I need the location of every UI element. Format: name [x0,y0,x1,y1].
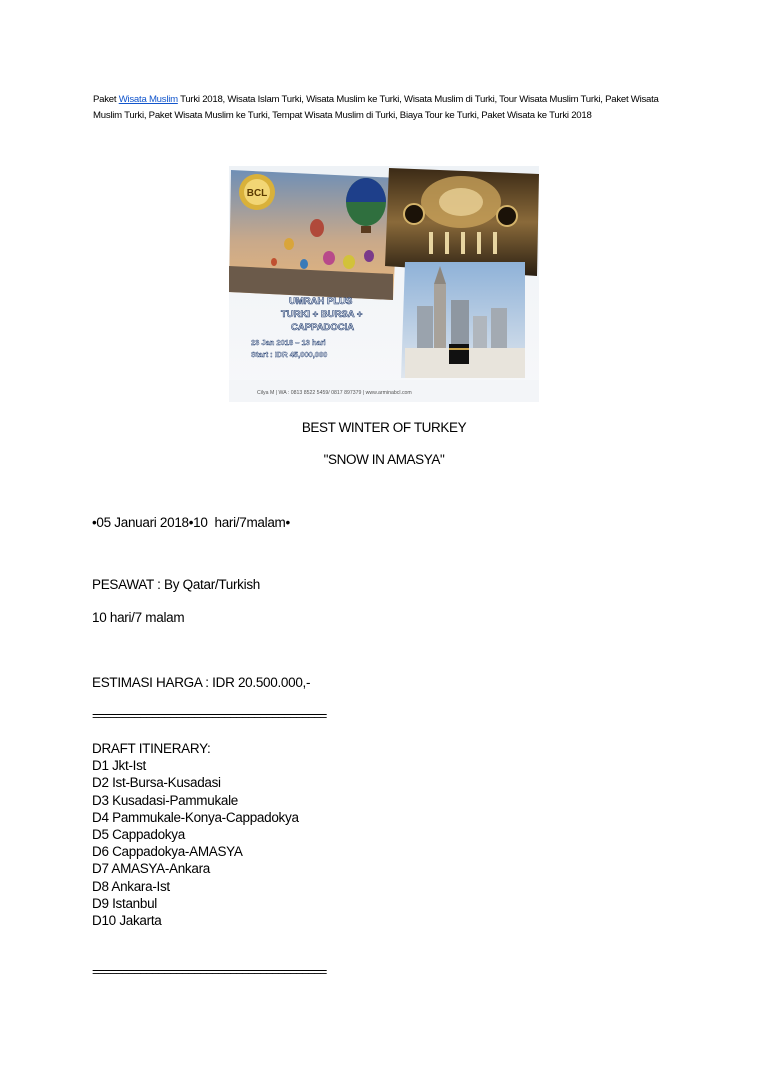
intro-rest: Turki 2018, Wisata Islam Turki, Wisata Muslim ke Turki, Wisata Muslim di Turki, Tour Wisata Muslim Turki, Paket Wisata Muslim Turki, Paket Wisata Muslim ke Turki, Tempat Wisata Muslim di Turki, Biaya Tour ke Turki, Paket Wisata ke Turki 2018 [93,94,659,121]
separator-bottom: ======================================= [92,964,326,979]
airline-info: PESAWAT : By Qatar/Turkish [92,577,260,592]
intro-prefix: Paket [93,94,119,105]
trip-duration: 10 hari/7 malam [92,610,185,625]
itinerary-day: D1 Jkt-Ist [92,758,147,774]
poster-price-line: Start : IDR 45,000,000 [251,350,328,359]
separator-top: ======================================= [92,708,326,723]
itinerary-day: D3 Kusadasi-Pammukale [92,792,239,808]
itinerary-day: D8 Ankara-Ist [92,878,170,894]
itinerary-day: D2 Ist-Bursa-Kusadasi [92,775,221,791]
page-title: BEST WINTER OF TURKEY [301,420,467,435]
trip-dates: •05 Januari 2018•10 hari/7malam• [92,515,290,530]
itinerary-day: D4 Pammukale-Konya-Cappadokya [92,809,299,825]
itinerary-day: D10 Jakarta [92,912,162,928]
wisata-muslim-link[interactable]: Wisata Muslim [118,94,178,105]
itinerary-day: D5 Cappadokya [92,826,185,842]
poster-headline-3: CAPPADOCIA [291,322,355,333]
mecca-photo [401,262,525,378]
itinerary-day: D6 Cappadokya-AMASYA [92,844,243,860]
intro-paragraph [93,92,678,124]
page-subtitle: "SNOW IN AMASYA" [323,452,445,467]
hagia-sophia-photo [385,168,539,276]
poster-headline-1: UMRAH PLUS [289,296,353,307]
poster-date-line: 23 Jan 2018 – 13 hari [251,338,326,347]
price-estimate: ESTIMASI HARGA : IDR 20.500.000,- [92,675,311,690]
poster-contact-line: Cilya M | WA : 0813 8522 5459/ 0817 897379 | www.arminabcl.com [257,390,412,396]
itinerary-heading: DRAFT ITINERARY: [92,741,211,756]
poster-collage [229,166,539,402]
promo-poster-image [229,166,539,402]
poster-headline-2: TURKI + BURSA + [281,309,363,320]
bcl-badge-logo [239,174,275,210]
itinerary-day: D9 Istanbul [92,895,157,911]
itinerary-day: D7 AMASYA-Ankara [92,861,210,877]
itinerary-section [92,740,299,929]
svg-text:BCL: BCL [246,188,268,199]
